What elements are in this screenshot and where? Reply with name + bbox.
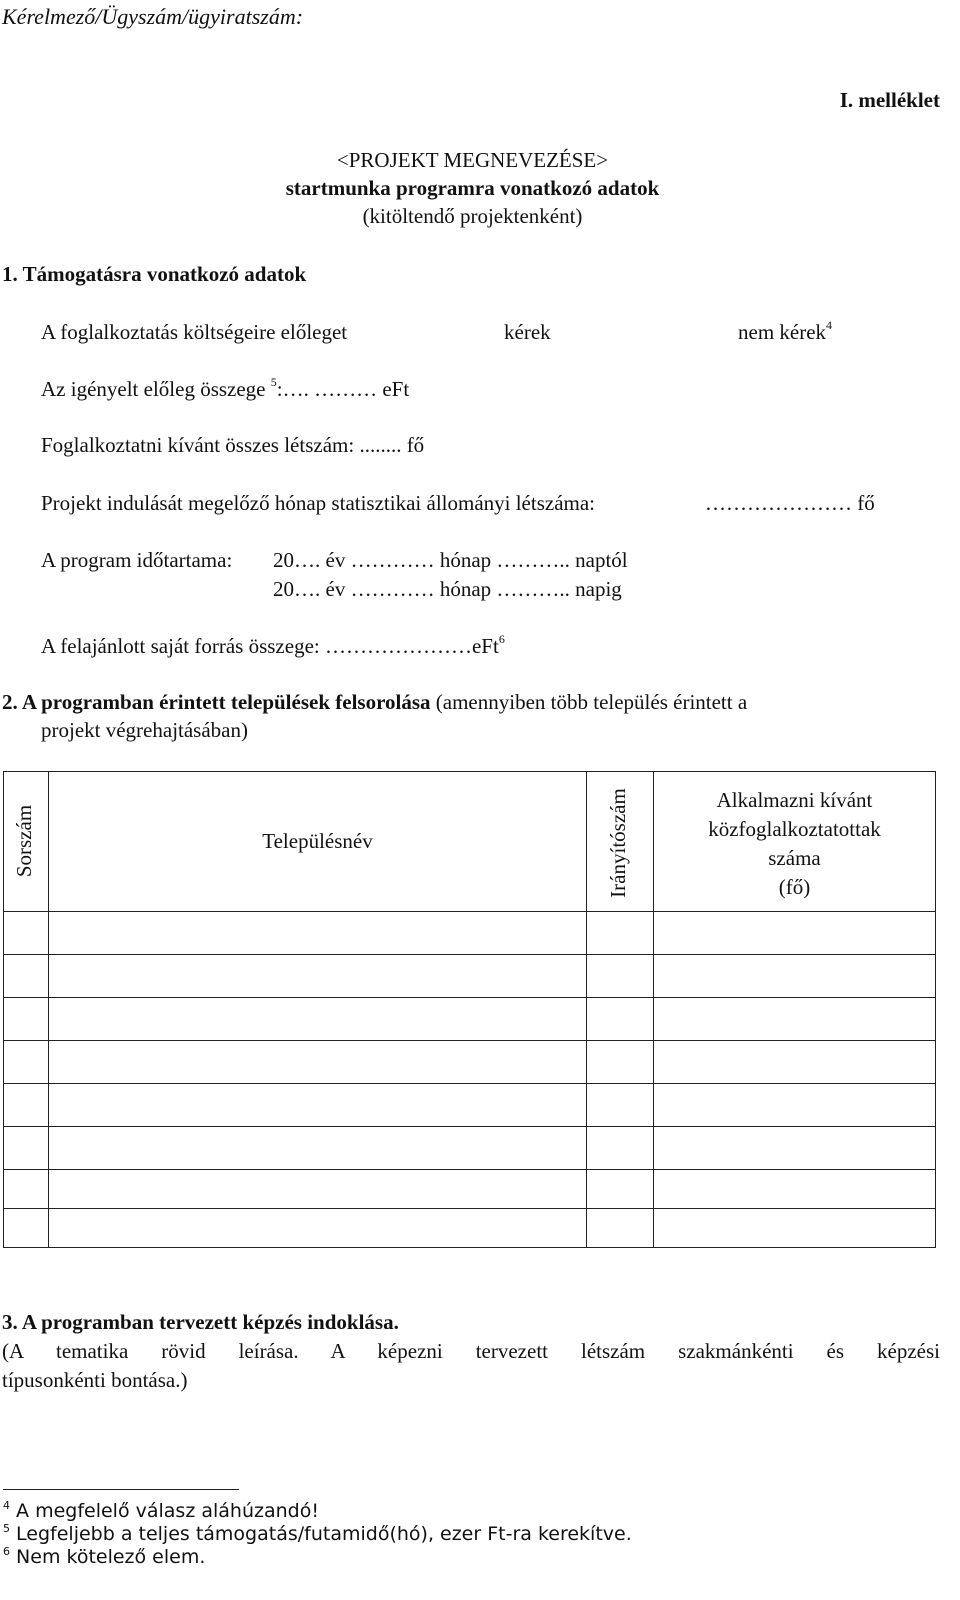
stat-value: ………………… fő: [705, 491, 875, 515]
section2-heading-cont: projekt végrehajtásában): [41, 718, 248, 742]
table-row[interactable]: [3, 1170, 936, 1208]
settlements-table: [3, 771, 936, 1248]
col-header-serial: Sorszám: [12, 804, 36, 878]
own-source-value: …………………eFt: [324, 634, 499, 658]
col-header-zip: Irányítószám: [606, 788, 630, 898]
section3-desc-line2: típusonkénti bontása.): [2, 1368, 188, 1392]
table-row[interactable]: [3, 1041, 936, 1083]
amount-value: :…. ……… eFt: [276, 377, 410, 401]
footnote-5: $^5$ Legfeljebb a teljes támogatás/futamidő(hó), ezer Ft-ra kerekítve.: [3, 1522, 632, 1545]
advance-no-option[interactable]: nem kérek$^4$: [738, 318, 833, 344]
footnote-ref-4: 4: [826, 318, 833, 332]
advance-yes-option[interactable]: kérek: [504, 320, 551, 344]
headcount-row: Foglalkoztatni kívánt összes létszám: ........ fő: [41, 433, 425, 457]
duration-from: 20…. év ………… hónap ……….. naptól: [273, 548, 628, 572]
table-row[interactable]: [3, 955, 936, 997]
duration-label: A program időtartama:: [41, 548, 233, 572]
project-title: <PROJEKT MEGNEVEZÉSE>: [336, 148, 609, 172]
annex-label: I. melléklet: [839, 88, 940, 112]
footnote-ref-6: 6: [498, 632, 505, 646]
section3-desc-line1: (A tematika rövid leírása. A képezni tervezett létszám szakmánkénti és képzési: [2, 1339, 940, 1363]
table-row[interactable]: [3, 1084, 936, 1126]
fill-note: (kitöltendő projektenként): [362, 204, 583, 228]
table-row[interactable]: [3, 1209, 936, 1247]
subtitle: startmunka programra vonatkozó adatok: [285, 176, 660, 200]
footnote-6: $^6$ Nem kötelező elem.: [3, 1545, 206, 1568]
amount-row: Az igényelt előleg összege $^5$:…. ……… eFt: [41, 375, 410, 401]
headcount-value: ........ fő: [354, 433, 425, 457]
advance-label: A foglalkoztatás költségeire előleget: [41, 320, 348, 344]
footnote-4: $^4$ A megfelelő válasz aláhúzandó!: [3, 1499, 319, 1522]
duration-to: 20…. év ………… hónap ……….. napig: [273, 577, 622, 601]
applicant-line: Kérelmező/Ügyszám/ügyiratszám:: [2, 4, 304, 29]
col-header-staff: Alkalmazni kívánt közfoglalkoztatottak száma (fő): [708, 788, 881, 899]
table-row[interactable]: [3, 998, 936, 1040]
section1-heading: 1. Támogatásra vonatkozó adatok: [2, 262, 307, 286]
section2-heading: 2. A programban érintett települések felsorolása (amennyiben több település érintett a: [2, 690, 748, 714]
footnote-ref-5: 5: [270, 375, 277, 389]
stat-label: Projekt indulását megelőző hónap statisztikai állományi létszáma:: [41, 491, 596, 515]
section3-heading: 3. A programban tervezett képzés indoklása.: [2, 1310, 399, 1334]
table-row[interactable]: [3, 912, 936, 954]
footnote-divider: [3, 1489, 239, 1490]
col-header-name: Településnév: [262, 829, 373, 853]
table-row[interactable]: [3, 1127, 936, 1169]
own-source-row: A felajánlott saját forrás összege: …………………eFt$^6$: [41, 632, 505, 658]
